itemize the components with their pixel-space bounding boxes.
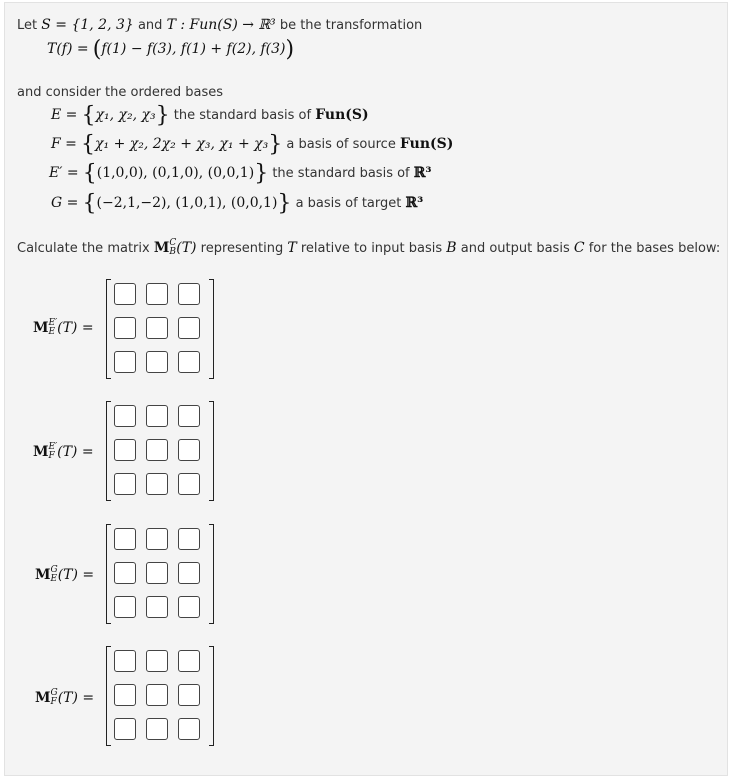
- question-t: T: [287, 240, 297, 256]
- matrix-m: M: [35, 690, 51, 706]
- matrix-cell-input[interactable]: [146, 439, 168, 461]
- brace-close: }: [155, 103, 170, 128]
- basis-e-prime-name: E′ =: [49, 165, 79, 181]
- matrix-input-e-prime-f: [106, 401, 214, 501]
- matrix-sub: E: [48, 327, 56, 337]
- question-card: [4, 2, 728, 776]
- matrix-arg: (T) =: [57, 690, 95, 706]
- question-mid3: and output basis: [460, 241, 570, 256]
- left-bracket: [106, 401, 111, 501]
- matrix-label-g-e: [35, 566, 94, 584]
- matrix-m: M: [33, 320, 49, 336]
- matrix-input-e-prime-e: [106, 279, 214, 379]
- matrix-cell-input[interactable]: [178, 528, 200, 550]
- brace-close: }: [268, 132, 283, 157]
- matrix-cell-input[interactable]: [178, 283, 200, 305]
- matrix-label-g-f: [35, 689, 94, 707]
- left-bracket: [106, 279, 111, 379]
- matrix-label-e-prime-e: [33, 319, 94, 337]
- matrix-sup: G: [50, 688, 58, 698]
- matrix-label-e-prime-f: [33, 443, 94, 461]
- basis-e-space: Fun(S): [315, 107, 369, 123]
- matrix-cell-input[interactable]: [114, 351, 136, 373]
- matrix-indices: [51, 689, 58, 707]
- matrix-cell-input[interactable]: [146, 718, 168, 740]
- right-bracket: [209, 279, 214, 379]
- matrix-cell-input[interactable]: [114, 562, 136, 584]
- basis-e: [51, 103, 369, 128]
- question-matrix-arg: (T): [176, 240, 197, 256]
- matrix-cell-input[interactable]: [178, 718, 200, 740]
- transformation-formula: [47, 37, 295, 62]
- formula-open-paren: (: [92, 37, 102, 62]
- question-matrix-symbol: [154, 240, 197, 256]
- basis-g-elements: (−2,1,−2), (1,0,1), (0,0,1): [96, 195, 278, 211]
- brace-open: {: [81, 132, 96, 157]
- question-mid2: relative to input basis: [300, 241, 443, 256]
- matrix-sub: F: [48, 451, 55, 461]
- basis-e-prime-space: ℝ³: [413, 165, 432, 181]
- matrix-cell-input[interactable]: [146, 562, 168, 584]
- brace-close: }: [277, 191, 292, 216]
- right-bracket: [209, 524, 214, 624]
- intro-line: [17, 17, 422, 34]
- basis-e-desc: the standard basis of: [173, 108, 312, 123]
- left-bracket: [106, 646, 111, 746]
- matrix-cell-input[interactable]: [146, 317, 168, 339]
- matrix-sup: E′: [48, 442, 58, 452]
- question-matrix-sup: C: [169, 238, 177, 248]
- basis-e-elements: χ₁, χ₂, χ₃: [95, 107, 156, 123]
- matrix-cell-input[interactable]: [178, 650, 200, 672]
- right-bracket: [209, 401, 214, 501]
- matrix-cell-input[interactable]: [178, 473, 200, 495]
- matrix-sup: G: [50, 565, 58, 575]
- matrix-input-g-e: [106, 524, 214, 624]
- matrix-sub: E: [50, 574, 58, 584]
- brace-open: {: [81, 103, 96, 128]
- matrix-indices: [51, 566, 58, 584]
- basis-g-name: G =: [51, 195, 79, 211]
- set-s-definition: S = {1, 2, 3}: [41, 17, 134, 33]
- basis-g: [51, 191, 424, 216]
- matrix-cell-input[interactable]: [178, 562, 200, 584]
- basis-e-prime-elements: (1,0,0), (0,1,0), (0,0,1): [96, 165, 255, 181]
- brace-close: }: [254, 161, 269, 186]
- matrix-cell-input[interactable]: [178, 439, 200, 461]
- matrix-indices: [49, 319, 58, 337]
- matrix-cell-input[interactable]: [178, 596, 200, 618]
- matrix-sup: E′: [48, 318, 58, 328]
- be-the-text: be the transformation: [279, 18, 423, 33]
- formula-close-paren: ): [285, 37, 295, 62]
- transformation-definition: T : Fun(S) → ℝ³: [166, 17, 276, 33]
- matrix-arg: (T) =: [57, 444, 94, 460]
- matrix-cell-input[interactable]: [178, 317, 200, 339]
- and-text: and: [137, 18, 163, 33]
- left-bracket: [106, 524, 111, 624]
- matrix-cell-input[interactable]: [146, 351, 168, 373]
- matrix-cell-input[interactable]: [114, 596, 136, 618]
- basis-e-prime-desc: the standard basis of: [272, 166, 410, 181]
- matrix-cell-input[interactable]: [114, 528, 136, 550]
- matrix-input-g-f: [106, 646, 214, 746]
- matrix-m: M: [35, 567, 51, 583]
- question-b: B: [446, 240, 457, 256]
- matrix-cell-input[interactable]: [114, 650, 136, 672]
- matrix-cell-input[interactable]: [146, 405, 168, 427]
- formula-body: f(1) − f(3), f(1) + f(2), f(3): [101, 41, 286, 57]
- basis-g-desc: a basis of target: [295, 196, 402, 211]
- matrix-cell-input[interactable]: [146, 528, 168, 550]
- matrix-cell-input[interactable]: [146, 473, 168, 495]
- basis-e-name: E =: [51, 107, 78, 123]
- question-matrix-sub: B: [169, 247, 176, 257]
- matrix-cell-input[interactable]: [114, 718, 136, 740]
- basis-f-elements: χ₁ + χ₂, 2χ₂ + χ₃, χ₁ + χ₃: [95, 136, 269, 152]
- matrix-cell-input[interactable]: [146, 283, 168, 305]
- question-post: for the bases below:: [588, 241, 721, 256]
- brace-open: {: [82, 191, 97, 216]
- matrix-cell-input[interactable]: [114, 684, 136, 706]
- formula-lhs: T(f) =: [47, 41, 89, 57]
- question-mid1: representing: [200, 241, 284, 256]
- bases-heading: and consider the ordered bases: [17, 85, 224, 100]
- question-c: C: [573, 240, 585, 256]
- matrix-cell-input[interactable]: [114, 439, 136, 461]
- matrix-indices: [49, 443, 58, 461]
- matrix-arg: (T) =: [57, 320, 94, 336]
- matrix-cell-input[interactable]: [114, 473, 136, 495]
- basis-g-space: ℝ³: [405, 195, 424, 211]
- matrix-cell-input[interactable]: [146, 650, 168, 672]
- matrix-arg: (T) =: [57, 567, 95, 583]
- basis-e-prime: [49, 161, 432, 186]
- matrix-cell-input[interactable]: [114, 405, 136, 427]
- basis-f: [51, 132, 454, 157]
- matrix-cell-input[interactable]: [114, 283, 136, 305]
- let-text: Let: [17, 18, 38, 33]
- matrix-cell-input[interactable]: [178, 405, 200, 427]
- matrix-cell-input[interactable]: [114, 317, 136, 339]
- basis-f-name: F =: [51, 136, 77, 152]
- right-bracket: [209, 646, 214, 746]
- basis-f-desc: a basis of source: [286, 137, 396, 152]
- matrix-sub: F: [50, 697, 57, 707]
- matrix-cell-input[interactable]: [146, 596, 168, 618]
- matrix-cell-input[interactable]: [146, 684, 168, 706]
- matrix-cell-input[interactable]: [178, 351, 200, 373]
- matrix-cell-input[interactable]: [178, 684, 200, 706]
- brace-open: {: [82, 161, 97, 186]
- basis-f-space: Fun(S): [399, 136, 454, 152]
- question-pre: Calculate the matrix: [17, 241, 150, 256]
- question-text: [17, 239, 720, 257]
- matrix-m: M: [33, 444, 49, 460]
- question-matrix-m: M: [153, 240, 170, 256]
